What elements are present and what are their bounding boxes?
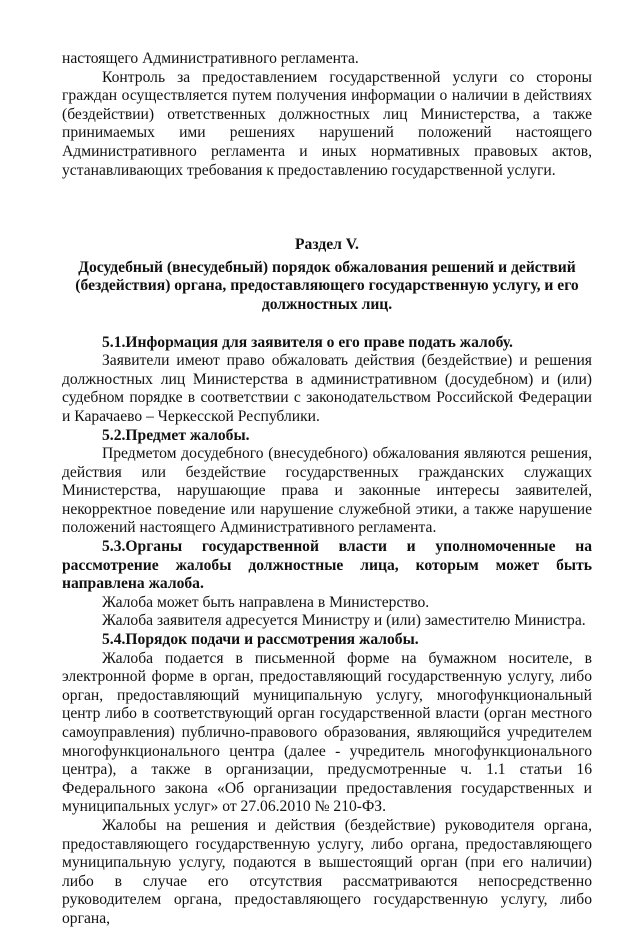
paragraph-5-3-a: Жалоба может быть направлена в Министерство. <box>102 593 430 611</box>
paragraph-5-4-a: Жалоба подается в письменной форме на бумажном носителе, в электронной форме в орган, предоставляющий государственную услугу, либо орган, предоставляющий муниципальную услугу, многофункциональный центр либо в соответствующий орган государственной власти (орган местного самоуправления) публично-правового образования, являющийся учредителем многофункционального центра (далее - учредитель многофункционального центра), а также в организации, предусмотренные ч. 1.1 статьи 16 Федерального закона «Об организации предоставления государственных и муниципальных услуг» от 27.06.2010 № 210-ФЗ. <box>62 649 592 816</box>
paragraph-control: Контроль за предоставлением государственной услуги со стороны граждан осуществляется путем получения информации о наличии в действиях (бездействии) ответственных должностных лиц Министерства, а также принимаемых ими решениях нарушений положений настоящего Административного регламента и иных нормативных правовых актов, устанавливающих требования к предоставлению государственной услуги. <box>62 68 592 179</box>
paragraph-5-1: Заявители имеют право обжаловать действия (бездействие) и решения должностных лиц Министерства в административном (досудебном) и (или) судебном порядке в соответствии с законодательством Российской Федерации и Карачаево – Черкесской Республики. <box>62 352 592 425</box>
section-title: Досудебный (внесудебный) порядок обжалования решений и действий (бездействия) органа, предоставляющего государственную услугу, и его должностных лиц. <box>75 258 579 313</box>
paragraph-5-2: Предметом досудебного (внесудебного) обжалования являются решения, действия или бездействие государственных гражданских служащих Министерства, нарушающие права и законные интересы заявителей, некорректное поведение или нарушение служебной этики, а также нарушение положений настоящего Административного регламента. <box>62 445 592 537</box>
heading-5-4: 5.4.Порядок подачи и рассмотрения жалобы. <box>102 631 419 649</box>
heading-5-3: 5.3.Органы государственной власти и уполномоченные на рассмотрение жалобы должностные лица, которым может быть направлена жалоба. <box>62 538 592 593</box>
spacer <box>62 180 592 236</box>
section-number: Раздел V. <box>295 236 359 254</box>
spacer <box>62 315 592 334</box>
heading-5-2: 5.2.Предмет жалобы. <box>102 426 250 444</box>
paragraph-intro-tail: настоящего Административного регламента. <box>62 50 359 67</box>
heading-5-1: 5.1.Информация для заявителя о его праве подать жалобу. <box>102 333 513 351</box>
paragraph-5-3-b: Жалоба заявителя адресуется Министру и (или) заместителю Министра. <box>102 612 586 630</box>
paragraph-5-4-b: Жалобы на решения и действия (бездействие) руководителя органа, предоставляющего государственную услугу, либо органа, предоставляющего муниципальную услугу, подаются в вышестоящий орган (при его наличии) либо в случае его отсутствия рассматриваются непосредственно руководителем органа, предоставляющего государственную услугу, либо органа, <box>62 816 592 927</box>
